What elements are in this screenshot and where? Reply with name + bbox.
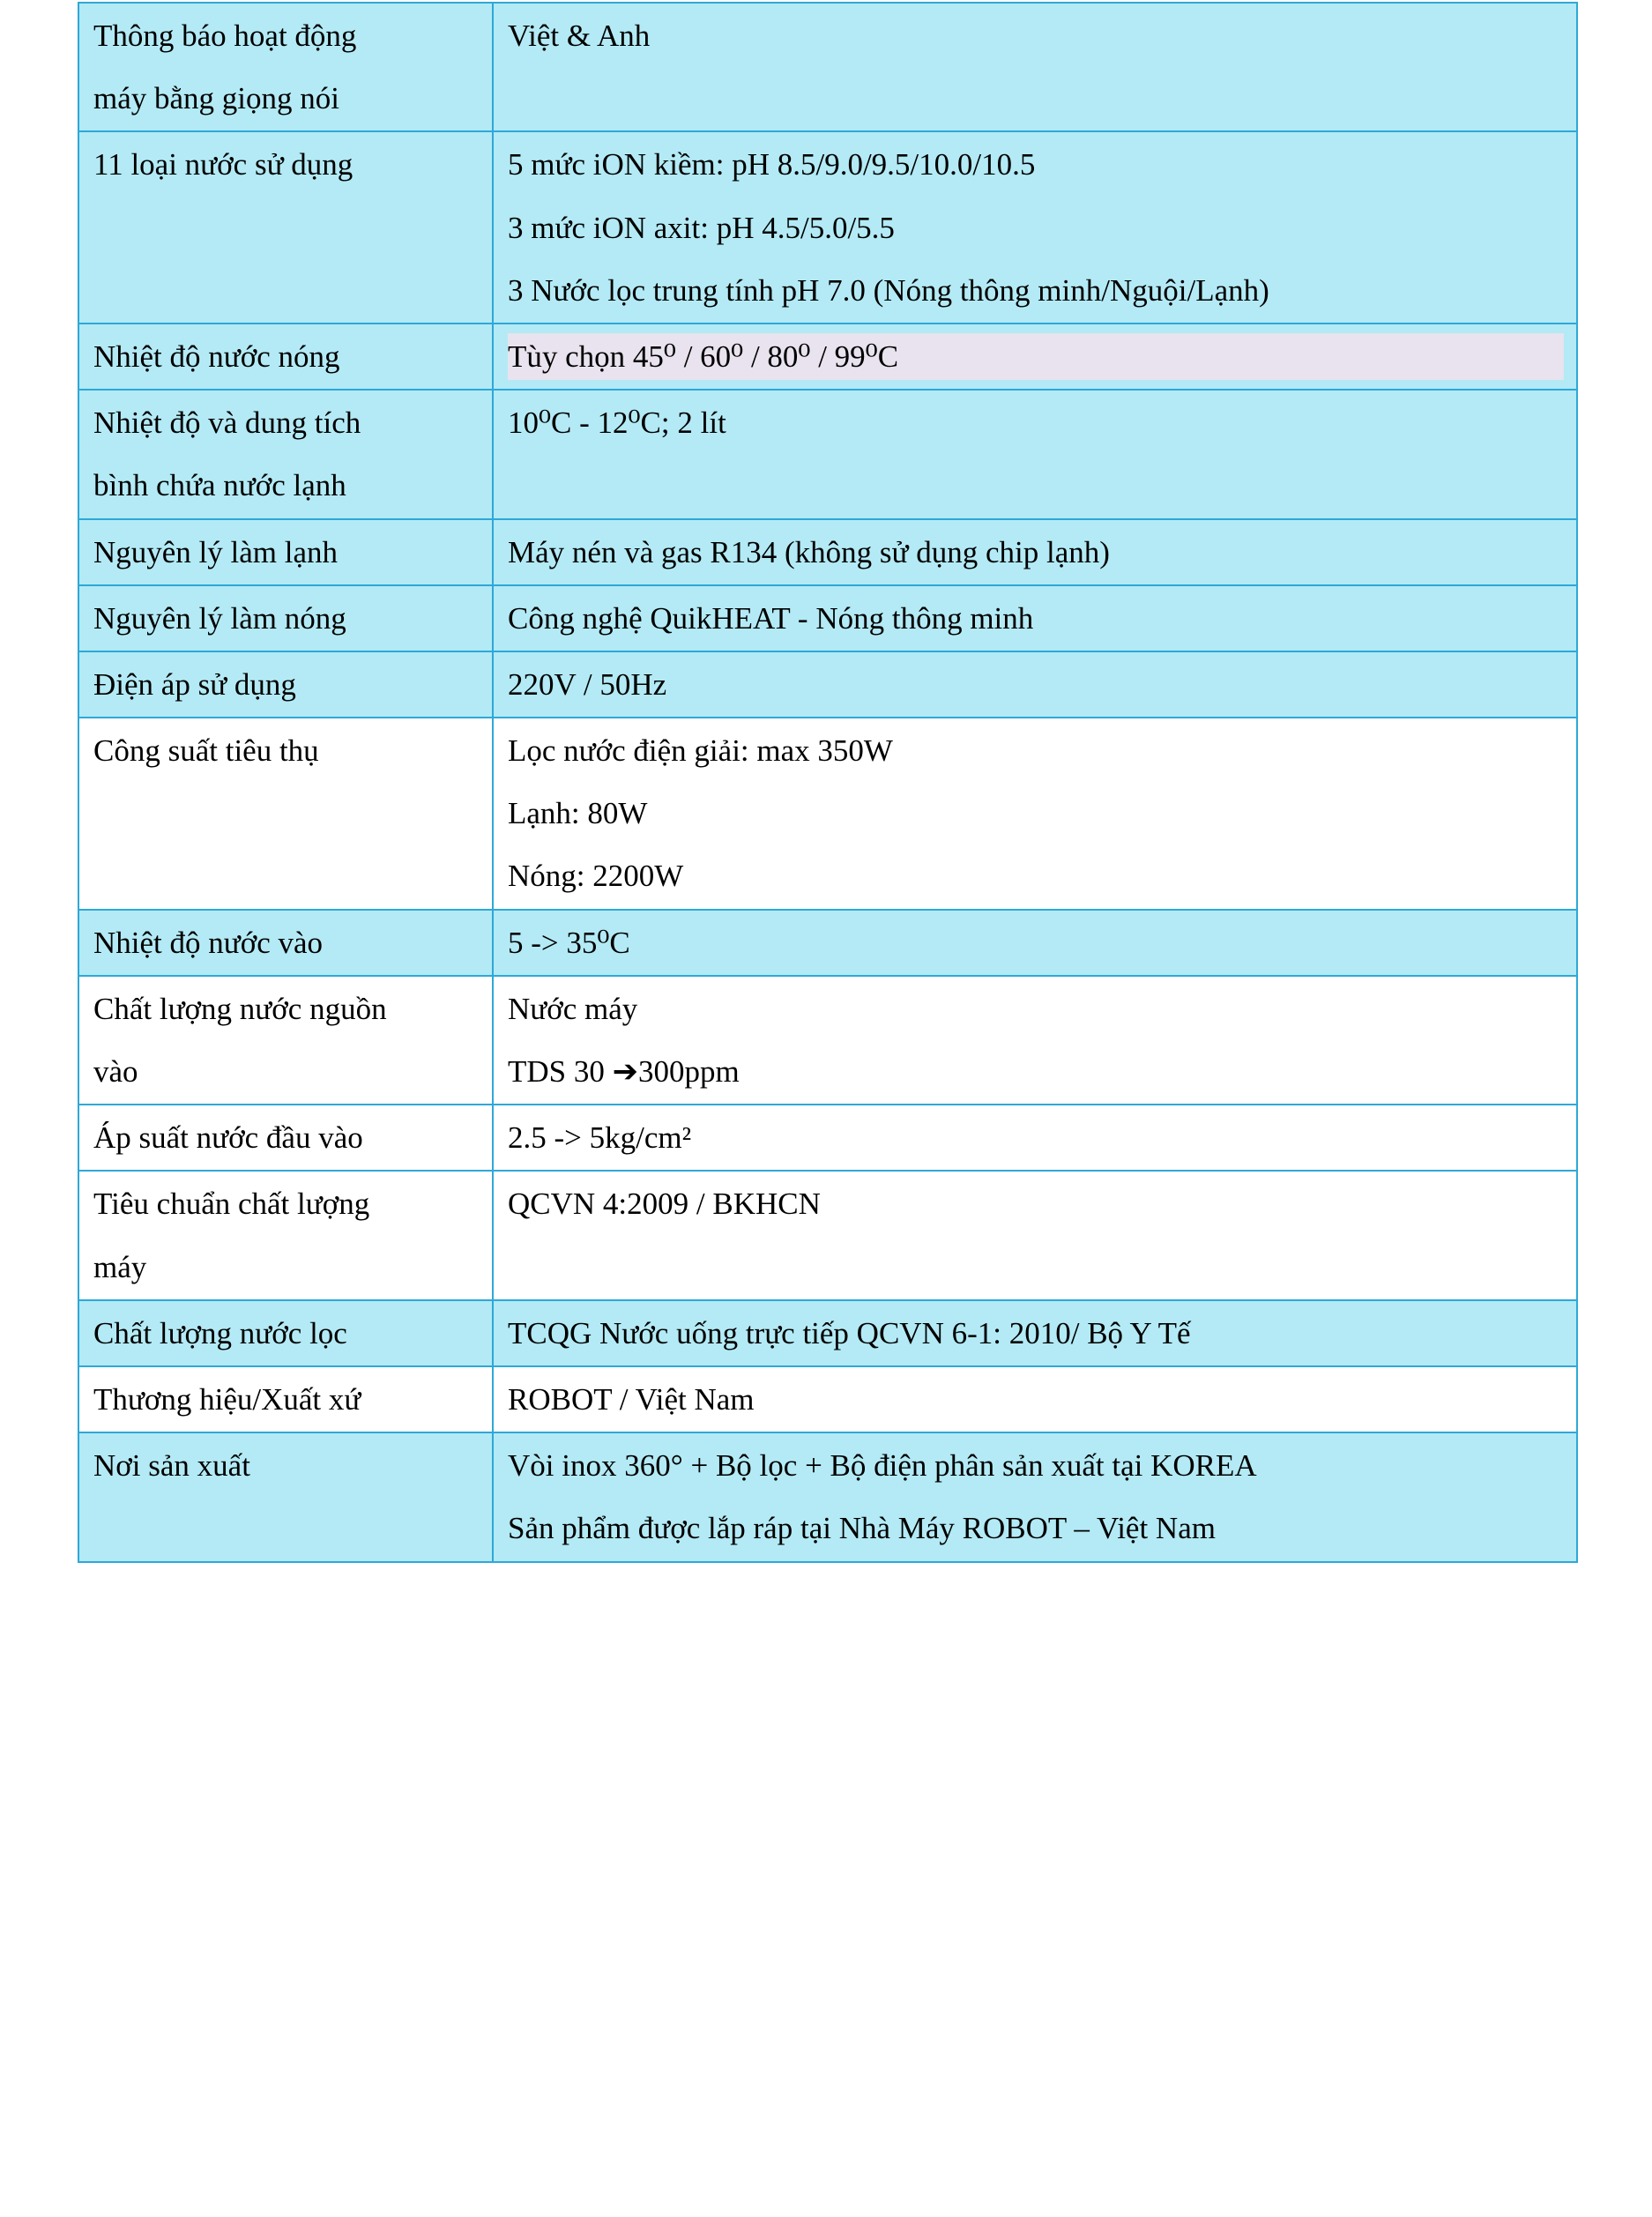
row-label-cell bbox=[78, 1300, 493, 1366]
label-line: Thông báo hoạt động bbox=[93, 19, 357, 53]
label-line: Áp suất nước đầu vào bbox=[93, 1120, 363, 1156]
label-line: Điện áp sử dụng bbox=[93, 666, 296, 702]
table-row bbox=[78, 390, 1577, 518]
row-value-cell bbox=[493, 1300, 1577, 1366]
row-label-cell bbox=[78, 390, 493, 518]
row-label-cell bbox=[78, 519, 493, 585]
label-line: Chất lượng nước lọc bbox=[93, 1315, 347, 1350]
row-value-cell bbox=[493, 390, 1577, 518]
value-line: 3 Nước lọc trung tính pH 7.0 (Nóng thông minh/Nguội/Lạnh) bbox=[508, 272, 1269, 308]
table-row bbox=[78, 519, 1577, 585]
table-row bbox=[78, 910, 1577, 976]
table-row bbox=[78, 1105, 1577, 1171]
row-value-cell bbox=[493, 1105, 1577, 1171]
row-label-cell bbox=[78, 585, 493, 651]
value-line: Vòi inox 360° + Bộ lọc + Bộ điện phân sản xuất tại KOREA bbox=[508, 1448, 1257, 1484]
table-row bbox=[78, 1432, 1577, 1561]
row-value-cell bbox=[493, 718, 1577, 910]
value-line: 2.5 -> 5kg/cm² bbox=[508, 1120, 692, 1156]
row-value-cell bbox=[493, 910, 1577, 976]
row-label-cell bbox=[78, 1366, 493, 1432]
row-value-cell bbox=[493, 3, 1577, 131]
row-value-cell bbox=[493, 1366, 1577, 1432]
value-line: 5 mức iON kiềm: pH 8.5/9.0/9.5/10.0/10.5 bbox=[508, 147, 1036, 182]
table-row bbox=[78, 131, 1577, 324]
row-value-cell bbox=[493, 976, 1577, 1105]
value-line: TCQG Nước uống trực tiếp QCVN 6-1: 2010/ Bộ Y Tế bbox=[508, 1315, 1191, 1350]
value-line: Sản phẩm được lắp ráp tại Nhà Máy ROBOT – Việt Nam bbox=[508, 1511, 1216, 1546]
label-line: máy bằng giọng nói bbox=[93, 81, 339, 116]
value-line: 3 mức iON axit: pH 4.5/5.0/5.5 bbox=[508, 210, 895, 245]
label-line: Thương hiệu/Xuất xứ bbox=[93, 1381, 361, 1417]
value-line: Nước máy bbox=[508, 991, 638, 1026]
row-label-cell bbox=[78, 3, 493, 131]
label-line: Nơi sản xuất bbox=[93, 1448, 250, 1484]
label-line: Nguyên lý làm nóng bbox=[93, 600, 346, 636]
label-line: Công suất tiêu thụ bbox=[93, 733, 319, 769]
table-row bbox=[78, 1171, 1577, 1299]
value-line: Máy nén và gas R134 (không sử dụng chip lạnh) bbox=[508, 534, 1110, 569]
value-line: Lạnh: 80W bbox=[508, 796, 648, 831]
value-line: QCVN 4:2009 / BKHCN bbox=[508, 1187, 821, 1222]
label-line: 11 loại nước sử dụng bbox=[93, 147, 353, 182]
value-line: Lọc nước điện giải: max 350W bbox=[508, 733, 893, 769]
label-line: Nguyên lý làm lạnh bbox=[93, 534, 339, 569]
label-line: vào bbox=[93, 1054, 138, 1089]
table-row bbox=[78, 324, 1577, 390]
row-value-cell bbox=[493, 519, 1577, 585]
value-line: TDS 30 ➔300ppm bbox=[508, 1054, 740, 1089]
row-label-cell bbox=[78, 1171, 493, 1299]
row-value-cell bbox=[493, 1432, 1577, 1561]
table-row bbox=[78, 1300, 1577, 1366]
label-line: bình chứa nước lạnh bbox=[93, 468, 346, 503]
value-line: Việt & Anh bbox=[508, 19, 651, 53]
label-line: Chất lượng nước nguồn bbox=[93, 991, 387, 1026]
row-value-cell bbox=[493, 1171, 1577, 1299]
row-label-cell bbox=[78, 718, 493, 910]
table-row bbox=[78, 3, 1577, 131]
label-line: Tiêu chuẩn chất lượng bbox=[93, 1187, 370, 1222]
row-value-cell bbox=[493, 324, 1577, 390]
row-value-cell bbox=[493, 131, 1577, 324]
row-label-cell bbox=[78, 324, 493, 390]
value-line: 220V / 50Hz bbox=[508, 666, 667, 702]
table-row bbox=[78, 1366, 1577, 1432]
value-line: Tùy chọn 45⁰ / 60⁰ / 80⁰ / 99⁰C bbox=[508, 333, 1564, 380]
table-row bbox=[78, 651, 1577, 718]
row-label-cell bbox=[78, 131, 493, 324]
value-line: ROBOT / Việt Nam bbox=[508, 1381, 755, 1417]
row-label-cell bbox=[78, 910, 493, 976]
value-line: Nóng: 2200W bbox=[508, 859, 684, 894]
value-line: 5 -> 35⁰C bbox=[508, 925, 630, 960]
table-row bbox=[78, 976, 1577, 1105]
row-label-cell bbox=[78, 976, 493, 1105]
label-line: Nhiệt độ và dung tích bbox=[93, 405, 361, 441]
table-row bbox=[78, 585, 1577, 651]
row-label-cell bbox=[78, 1105, 493, 1171]
value-line: 10⁰C - 12⁰C; 2 lít bbox=[508, 405, 726, 441]
row-label-cell bbox=[78, 1432, 493, 1561]
label-line: máy bbox=[93, 1249, 147, 1284]
row-value-cell bbox=[493, 585, 1577, 651]
value-line: Công nghệ QuikHEAT - Nóng thông minh bbox=[508, 600, 1034, 636]
label-line: Nhiệt độ nước nóng bbox=[93, 339, 340, 374]
specification-table bbox=[78, 2, 1578, 1563]
table-row bbox=[78, 718, 1577, 910]
row-label-cell bbox=[78, 651, 493, 718]
row-value-cell bbox=[493, 651, 1577, 718]
label-line: Nhiệt độ nước vào bbox=[93, 925, 324, 960]
